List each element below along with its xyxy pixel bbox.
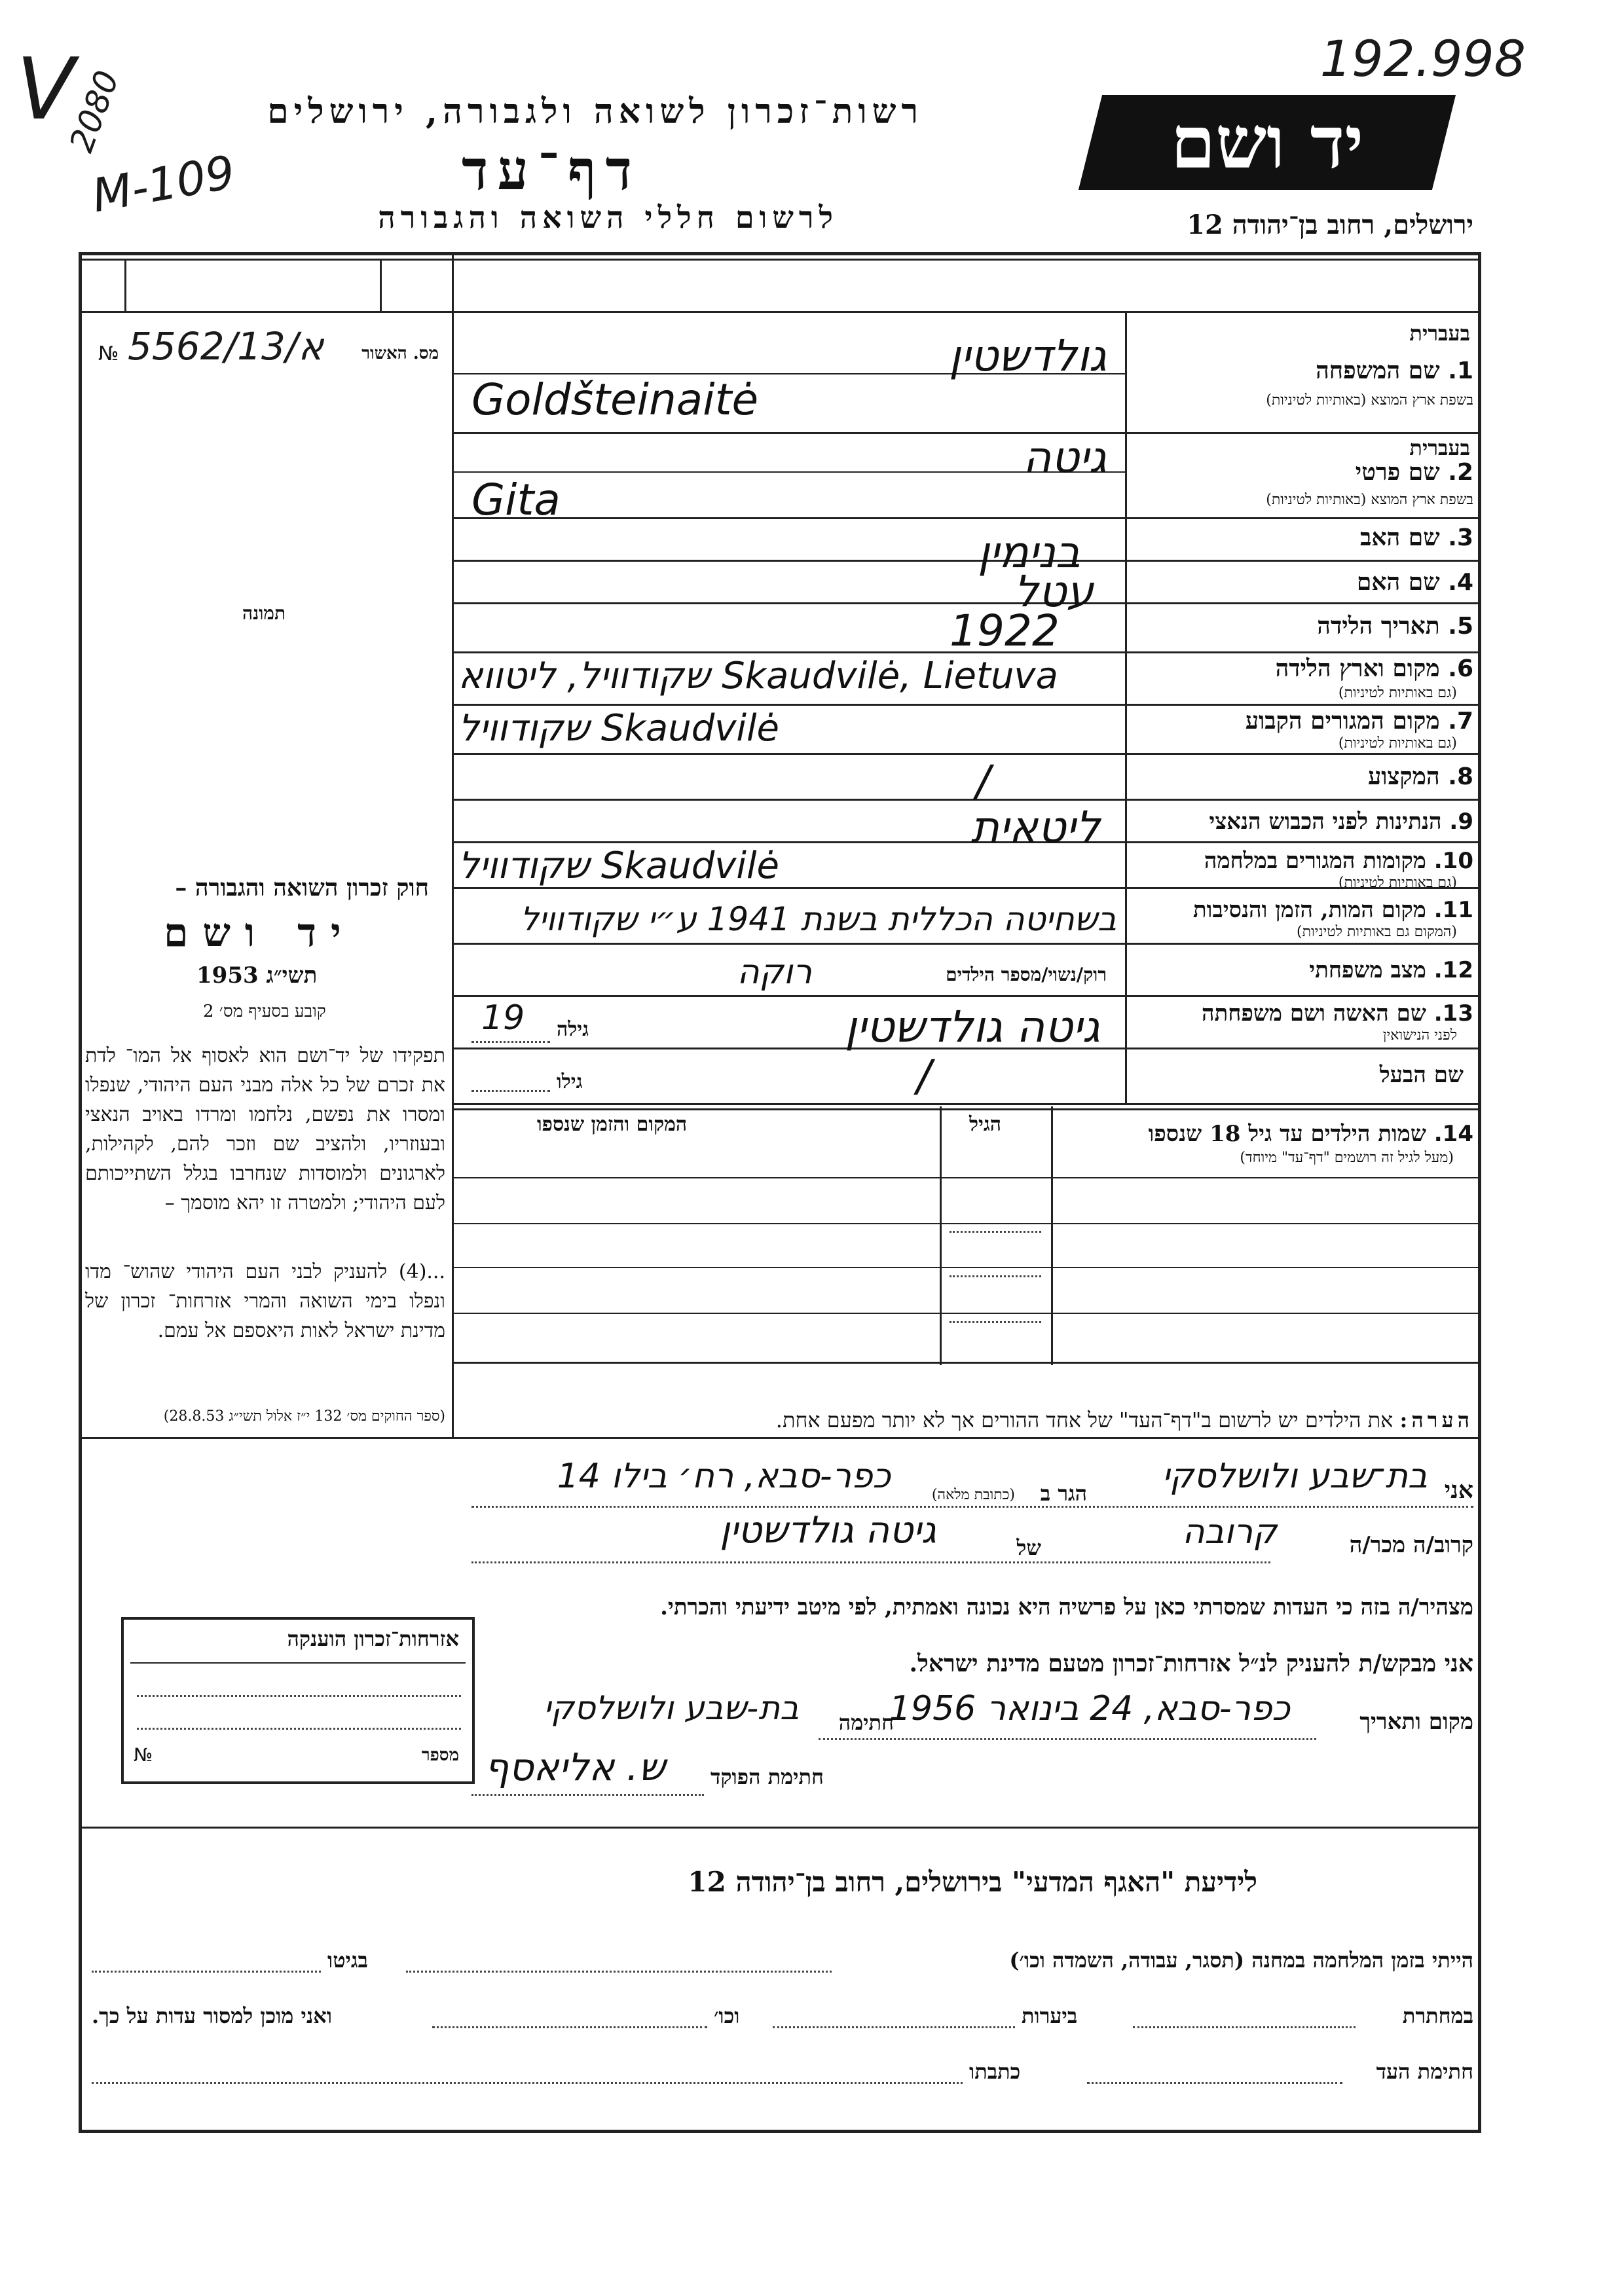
law-name: יד ושם: [164, 910, 356, 956]
footer-line3-a: חתימת העד: [1376, 2059, 1473, 2084]
rule: [452, 704, 1478, 706]
field-6-value: שקודוויל, ליטווא Skaudvilė, Lietuva: [458, 655, 1058, 697]
children-label: [1149, 1121, 1473, 1147]
form-subtitle: לרשום חללי השואה והגבורה: [378, 200, 838, 235]
field-10-title: מקומות המגורים במלחמה: [1204, 848, 1426, 874]
frame-inner-top: [82, 259, 1478, 261]
field-1-sub: בשפת ארץ המוצא (באותיות לטיניות): [1266, 392, 1473, 409]
check-mark: V: [16, 39, 75, 139]
field-1-value-hebrew: גולדשטין: [948, 331, 1107, 381]
tick: [124, 259, 126, 311]
cert-number-prefix: №: [98, 342, 119, 365]
footer-line2-b: ביערות: [1022, 2003, 1078, 2028]
field-9-label: [1209, 809, 1473, 835]
field-4-title: שם האם: [1356, 568, 1440, 596]
field-2-title: שם פרטי: [1355, 458, 1440, 486]
rule: [82, 311, 1478, 313]
footer-line2-dots-b: [773, 2026, 1015, 2028]
field-2-label: [1356, 458, 1473, 486]
field-7-number: 7.: [1448, 708, 1473, 735]
children-number: 14.: [1433, 1121, 1473, 1147]
law-text-1: תפקידו של יד־ושם הוא לאסוף אל המו־ לדת את זכרם של כל אלה מבני העם היהודי, שנפלו ומסרו את נפשם, נלחמו ומרדו באויב הנאצי ובעוזריו, ולהציב שם וזכר להם, לקהילות, לארגונים ולמוסדות שנחרבו בגלל השתייכותם לעם היהודי; ולמטרה זו יהא מוסמך –: [85, 1044, 445, 1214]
rule: [452, 1177, 1478, 1178]
field-3-value: בנימין: [978, 527, 1080, 577]
note-top: [82, 1437, 1478, 1439]
decl-resides: הגר ב: [1040, 1481, 1087, 1506]
decl-relation-label: קרוב/ה מכר/ה: [1349, 1532, 1473, 1558]
field-2-hebrew-tag: בעברית: [1409, 435, 1470, 460]
age-dots: [950, 1275, 1041, 1277]
note-text: את הילדים יש לרשום ב"דף־העד" של אחד ההורים אך לא יותר מפעם אחת.: [775, 1408, 1393, 1432]
rule: [452, 1223, 1478, 1224]
field-5-label: [1317, 612, 1473, 640]
cert-number-row: [92, 324, 445, 370]
box-number-prefix: №: [134, 1744, 153, 1766]
field-13-age-label: גילה: [557, 1018, 589, 1041]
field-13-label: [1202, 1000, 1473, 1027]
children-title: שמות הילדים עד גיל 18 שנספו: [1148, 1121, 1426, 1147]
decl-prefix: אני: [1444, 1476, 1473, 1504]
children-col-divider-1: [1051, 1106, 1053, 1365]
field-13-title: שם האשה ושם משפחתה: [1201, 1000, 1426, 1027]
field-9-number: 9.: [1449, 809, 1473, 835]
field-13-age-line: [471, 1041, 550, 1043]
logo-text: יד ושם: [1170, 100, 1364, 185]
field-5-value: 1922: [950, 606, 1060, 656]
margin-stamp: 2080: [62, 65, 127, 157]
rule: [452, 995, 1478, 997]
field-12-value: רוקה: [737, 953, 812, 992]
photo-label: תמונה: [242, 602, 286, 624]
field-6-number: 6.: [1448, 655, 1473, 682]
field-9-title: הנתינות לפני הכבוש הנאצי: [1209, 809, 1442, 835]
field-10-value: שקודוויל Skaudvilė: [458, 845, 779, 887]
footer-line2-a: במחתרת: [1402, 2003, 1473, 2028]
decl-statement: מצהיר/ה בזה כי העדות שמסרתי כאן על פרשיה היא נכונה ואמתית, לפי מיטב ידיעתי והכרתי.: [660, 1594, 1473, 1620]
footer-line2-d: ואני מוכן למסור עדות על כך.: [92, 2003, 333, 2028]
label-divider: [1125, 311, 1127, 1103]
field-8-value: /: [976, 756, 991, 807]
rule: [452, 1103, 1478, 1105]
field-5-number: 5.: [1448, 613, 1473, 640]
field-1-number: 1.: [1448, 357, 1473, 384]
children-sub: (מעל לגיל זה רושמים "דף־עד" מיוחד): [1240, 1150, 1454, 1166]
field-12-title: מצב משפחתי: [1309, 957, 1426, 983]
rule: [452, 517, 1478, 519]
cert-number: א/5562/13: [128, 324, 324, 369]
field-13-age: 19: [481, 998, 525, 1038]
yad-vashem-logo: [1079, 95, 1456, 190]
husband-age-line: [471, 1090, 550, 1092]
law-clause: קובע בסעיף מס׳ 2: [203, 1002, 326, 1021]
field-11-title: מקום המות, הזמן והנסיבות: [1192, 897, 1426, 923]
children-col-age: הגיל: [969, 1113, 1002, 1136]
field-5-title: תאריך הלידה: [1317, 612, 1440, 640]
rule: [452, 560, 1478, 562]
footer-line3-dots-a: [1087, 2082, 1342, 2084]
box-rule: [130, 1662, 466, 1664]
footer-title: לידיעת "האגף המדעי" בירושלים, רחוב בן־יהודה 12: [688, 1866, 1257, 1898]
rule: [452, 887, 1478, 889]
rule: [452, 432, 1478, 434]
place-date-value: כפר-סבא, 24 בינואר 1956: [889, 1689, 1290, 1728]
address: ירושלים, רחוב בן־יהודה 12: [1187, 210, 1473, 240]
field-2-sub: בשפת ארץ המוצא (באותיות לטיניות): [1266, 492, 1473, 508]
field-6-sub: (גם באותיות לטיניות): [1338, 685, 1457, 701]
box-dots: [137, 1695, 461, 1697]
footer-line2-dots-c: [432, 2026, 707, 2028]
field-3-label: [1360, 524, 1473, 551]
footer-line1-dots-b: [92, 1971, 321, 1973]
note-label: הערה:: [1399, 1408, 1473, 1432]
field-11-sub: (המקום גם באותיות לטיניות): [1297, 924, 1457, 940]
footer-line1-b: בגיטו: [327, 1948, 368, 1973]
officer-line: [471, 1794, 704, 1796]
age-dots: [950, 1321, 1041, 1323]
decl-of: של: [1016, 1535, 1041, 1560]
archive-number: 192.998: [1320, 29, 1526, 88]
field-1-hebrew-tag: בעברית: [1409, 321, 1470, 346]
footer-line2-c: וכו׳: [714, 2003, 740, 2028]
box-dots: [137, 1728, 461, 1730]
field-13-number: 13.: [1433, 1000, 1473, 1027]
field-3-title: שם האב: [1360, 524, 1440, 551]
field-2-value-latin: Gita: [471, 475, 561, 525]
field-13-sub: לפני הנישואין: [1382, 1027, 1457, 1044]
field-4-value: עטל: [1014, 566, 1094, 617]
footer-line1-a: הייתי בזמן המלחמה במחנה (תסגר, עבודה, השמדה וכו׳): [1009, 1948, 1473, 1973]
decl-addr-hint: (כתובת מלאה): [931, 1487, 1015, 1503]
field-2-value-hebrew: גיטה: [1023, 432, 1107, 483]
footer-divider: [82, 1827, 1478, 1829]
decl-request: אני מבקש/ת להעניק לנ״ל אזרחות־זכרון מטעם מדינת ישראל.: [909, 1650, 1473, 1677]
field-10-label: [1204, 848, 1473, 874]
field-7-label: [1246, 707, 1473, 735]
law-text-2: ...(4) להעניק לבני העם היהודי שהוש־ מדו ונפלו בימי השואה והמרי אזרחות־ זכרון של מדינת ישראל לאות היאספם אל עמם.: [85, 1260, 445, 1342]
margin-code: M-109: [88, 145, 239, 223]
footer-line3-dots-b: [92, 2082, 963, 2084]
footer-line3-b: כתבתו: [969, 2059, 1021, 2084]
field-12-label: [1309, 957, 1473, 983]
field-8-number: 8.: [1448, 763, 1473, 790]
husband-value: /: [917, 1051, 932, 1101]
field-8-label: [1368, 763, 1473, 790]
field-7-value: שקודוויל Skaudvilė: [458, 707, 779, 750]
field-6-title: מקום וארץ הלידה: [1275, 655, 1440, 682]
form-title: דף־עד: [462, 137, 642, 202]
field-11-value: בשחיטה הכללית בשנת 1941 ע״י שקודוויל: [520, 900, 1116, 938]
declarant-name: בת־שבע ולושלסקי: [1162, 1457, 1428, 1496]
cert-label: מס. האשור: [361, 344, 439, 363]
field-7-title: מקום המגורים הקבוע: [1245, 707, 1440, 735]
citizenship-box-title: אזרחות־זכרון הוענקה: [287, 1626, 459, 1651]
children-col-place: המקום והזמן שנספו: [537, 1113, 688, 1136]
field-6-label: [1276, 655, 1473, 682]
officer-signature: ש. אליאסף: [485, 1745, 666, 1789]
declarant-address: כפר-סבא, רח׳ בילו 14: [557, 1457, 891, 1496]
decl-relation: קרובה: [1182, 1512, 1277, 1552]
signature-value: בת-שבע ולושלסקי: [544, 1689, 799, 1727]
field-10-number: 10.: [1433, 848, 1473, 874]
field-3-number: 3.: [1448, 524, 1473, 551]
decl-line-1: [471, 1506, 1473, 1508]
place-date-line: [819, 1738, 1316, 1740]
rule: [452, 1267, 1478, 1268]
field-12-number: 12.: [1433, 957, 1473, 983]
children-top-double: [452, 1108, 1478, 1110]
field-13-value: גיטה גולדשטין: [845, 1002, 1100, 1052]
field-1-label: [1316, 357, 1473, 384]
rule: [452, 1362, 1478, 1364]
field-11-number: 11.: [1433, 897, 1473, 923]
footer-line2-dots-a: [1133, 2026, 1356, 2028]
field-2-number: 2.: [1448, 459, 1473, 486]
age-dots: [950, 1231, 1041, 1233]
law-title: חוק זכרון השואה והגבורה –: [175, 874, 429, 902]
husband-age-label: גילו: [557, 1070, 583, 1093]
signature-label: חתימה: [838, 1710, 894, 1735]
decl-line-2: [471, 1561, 1270, 1563]
field-4-label: [1357, 568, 1473, 596]
rule: [452, 602, 1478, 604]
declaration-line-1: [1445, 1476, 1473, 1504]
citizenship-box: [121, 1617, 475, 1784]
footer-line1-dots-a: [406, 1971, 832, 1973]
authority-name: רשות־זכרון לשואה ולגבורה, ירושלים: [267, 92, 923, 132]
field-4-number: 4.: [1448, 569, 1473, 596]
field-7-sub: (גם באותיות לטיניות): [1338, 735, 1457, 752]
children-col-divider-2: [940, 1106, 942, 1365]
rule: [452, 799, 1478, 801]
field-1-value-latin: Goldšteinaitė: [471, 374, 759, 425]
decl-deceased-name: גיטה גולדשטין: [720, 1509, 936, 1552]
law-year: תשי״ג 1953: [196, 962, 318, 989]
tick: [380, 259, 382, 311]
rule: [452, 753, 1478, 755]
field-10-sub: (גם באותיות לטיניות): [1338, 875, 1457, 891]
note-row: [776, 1408, 1473, 1432]
field-8-title: המקצוע: [1367, 763, 1440, 790]
husband-label: שם הבעל: [1379, 1062, 1464, 1088]
field-1-title: שם המשפחה: [1316, 357, 1440, 384]
place-date-label: מקום ותאריך: [1359, 1709, 1473, 1735]
box-number-label: מספר: [421, 1745, 459, 1765]
rule: [452, 943, 1478, 945]
field-11-label: [1193, 897, 1473, 923]
field-12-options: רוק/נשוי/מספר הילדים: [946, 964, 1107, 985]
law-source: (ספר החוקים מס׳ 132 י״ז אלול תשי״ג 28.8.53): [163, 1408, 445, 1425]
field-9-value: ליטאית: [970, 802, 1100, 852]
rule: [452, 841, 1478, 843]
officer-label: חתימת הפוקד: [710, 1764, 824, 1789]
rule: [452, 1313, 1478, 1314]
